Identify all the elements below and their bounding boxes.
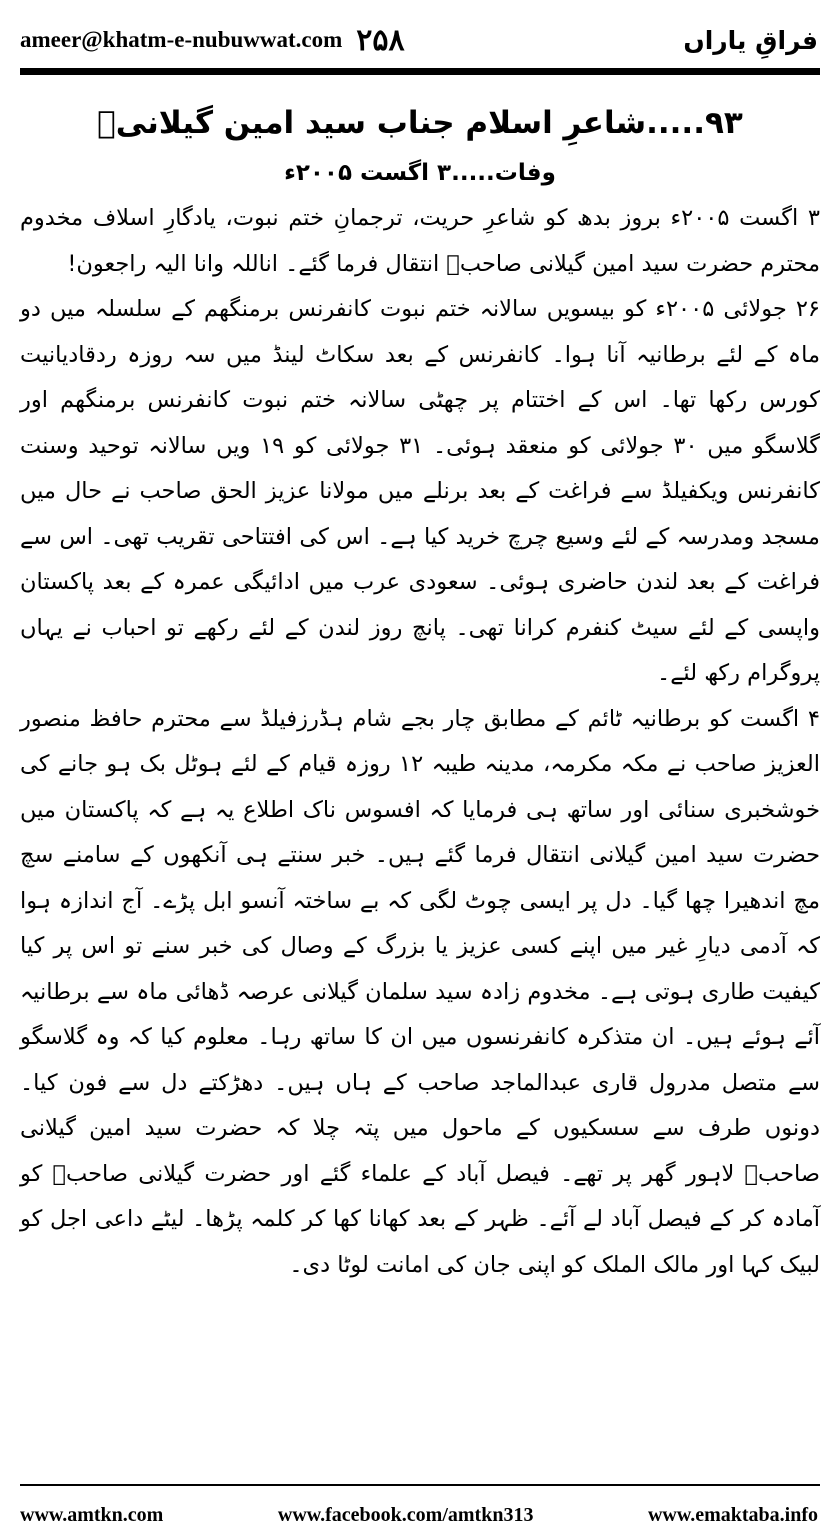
article-subtitle: وفات.....۳ اگست ۲۰۰۵ء xyxy=(284,160,556,186)
header-left xyxy=(20,23,405,58)
article-body xyxy=(20,196,820,1288)
paragraph: ۲۶ جولائی ۲۰۰۵ء کو بیسویں سالانہ ختم نبوت کانفرنس برمنگھم کے سلسلہ میں دو ماہ کے لئے برطانیہ آنا ہوا۔ کانفرنس کے بعد سکاٹ لینڈ میں سہ روزہ ردقادیانیت کورس رکھا تھا۔ اس کے اختتام پر چھٹی سالانہ ختم نبوت کانفرنس برمنگھم اور گلاسگو میں ۳۰ جولائی کو منعقد ہوئی۔ ۳۱ جولائی کو ۱۹ ویں سالانہ توحید وسنت کانفرنس ویکفیلڈ سے فراغت کے بعد برنلے میں مولانا عزیز الحق صاحب نے حال میں مسجد ومدرسہ کے لئے وسیع چرچ خرید کیا ہے۔ اس کی افتتاحی تقریب تھی۔ اس سے فراغت کے بعد لندن حاضری ہوئی۔ سعودی عرب میں ادائیگی عمرہ کے بعد پاکستان واپسی کے لئے سیٹ کنفرم کرانا تھی۔ پانچ روز لندن کے لئے رکھے تو احباب نے یہاں پروگرام رکھ لئے۔ xyxy=(20,296,821,686)
book-title: فراقِ یاراں xyxy=(683,25,818,55)
footer-link-emaktaba[interactable]: www.emaktaba.info xyxy=(647,1503,818,1526)
footer-divider xyxy=(20,1484,820,1486)
page-footer xyxy=(20,1500,818,1530)
article xyxy=(20,84,820,1288)
header-email[interactable]: ameer@khatm-e-nubuwwat.com xyxy=(20,27,343,52)
paragraph: ۳ اگست ۲۰۰۵ء بروز بدھ کو شاعرِ حریت، ترجمانِ ختم نبوت، یادگارِ اسلاف مخدوم محترم حضرت سید امین گیلانی صاحبؒ انتقال فرما گئے۔ اناللہ وانا الیہ راجعون! xyxy=(20,205,820,277)
footer-link-facebook[interactable]: www.facebook.com/amtkn313 xyxy=(277,1503,534,1526)
article-title: ۹۳.....شاعرِ اسلام جناب سید امین گیلانیؒ xyxy=(97,105,743,141)
paragraph: ۴ اگست کو برطانیہ ٹائم کے مطابق چار بجے شام ہڈرزفیلڈ سے محترم حافظ منصور العزیز صاحب نے مکہ مکرمہ، مدینہ طیبہ ۱۲ روزہ قیام کے لئے ہوٹل بک ہو جانے کی خوشخبری سنائی اور ساتھ ہی فرمایا کہ افسوس ناک اطلاع یہ ہے کہ پاکستان میں حضرت سید امین گیلانی انتقال فرما گئے ہیں۔ خبر سنتے ہی آنکھوں کے سامنے سچ مچ اندھیرا چھا گیا۔ دل پر ایسی چوٹ لگی کہ بے ساختہ آنسو ابل پڑے۔ آج اندازہ ہوا کہ آدمی دیارِ غیر میں اپنے کسی عزیز یا بزرگ کے وصال کی خبر سنے تو اس پر کیا کیفیت طاری ہوتی ہے۔ مخدوم زادہ سید سلمان گیلانی عرصہ ڈھائی ماہ سے برطانیہ آئے ہوئے ہیں۔ ان متذکرہ کانفرنسوں میں ان کا ساتھ رہا۔ معلوم کیا کہ وہ گلاسگو سے متصل مدرول قاری عبدالماجد صاحب کے ہاں ہیں۔ دھڑکتے دل سے فون کیا۔ دونوں طرف سے سسکیوں کے ماحول میں پتہ چلا کہ حضرت سید امین گیلانی صاحبؒ لاہور گھر پر تھے۔ فیصل آباد کے علماء گئے اور حضرت گیلانی صاحبؒ کو آمادہ کر کے فیصل آباد لے آئے۔ ظہر کے بعد کھانا کھا کر کلمہ پڑھا۔ لیٹے داعی اجل کو لبیک کہا اور مالک الملک کو اپنی جان کی امانت لوٹا دی۔ xyxy=(20,705,820,1278)
page-number: ۲۵۸ xyxy=(356,22,405,58)
footer-link-amtkn[interactable]: www.amtkn.com xyxy=(20,1503,164,1526)
header-divider xyxy=(20,68,820,75)
page-header xyxy=(20,14,818,66)
